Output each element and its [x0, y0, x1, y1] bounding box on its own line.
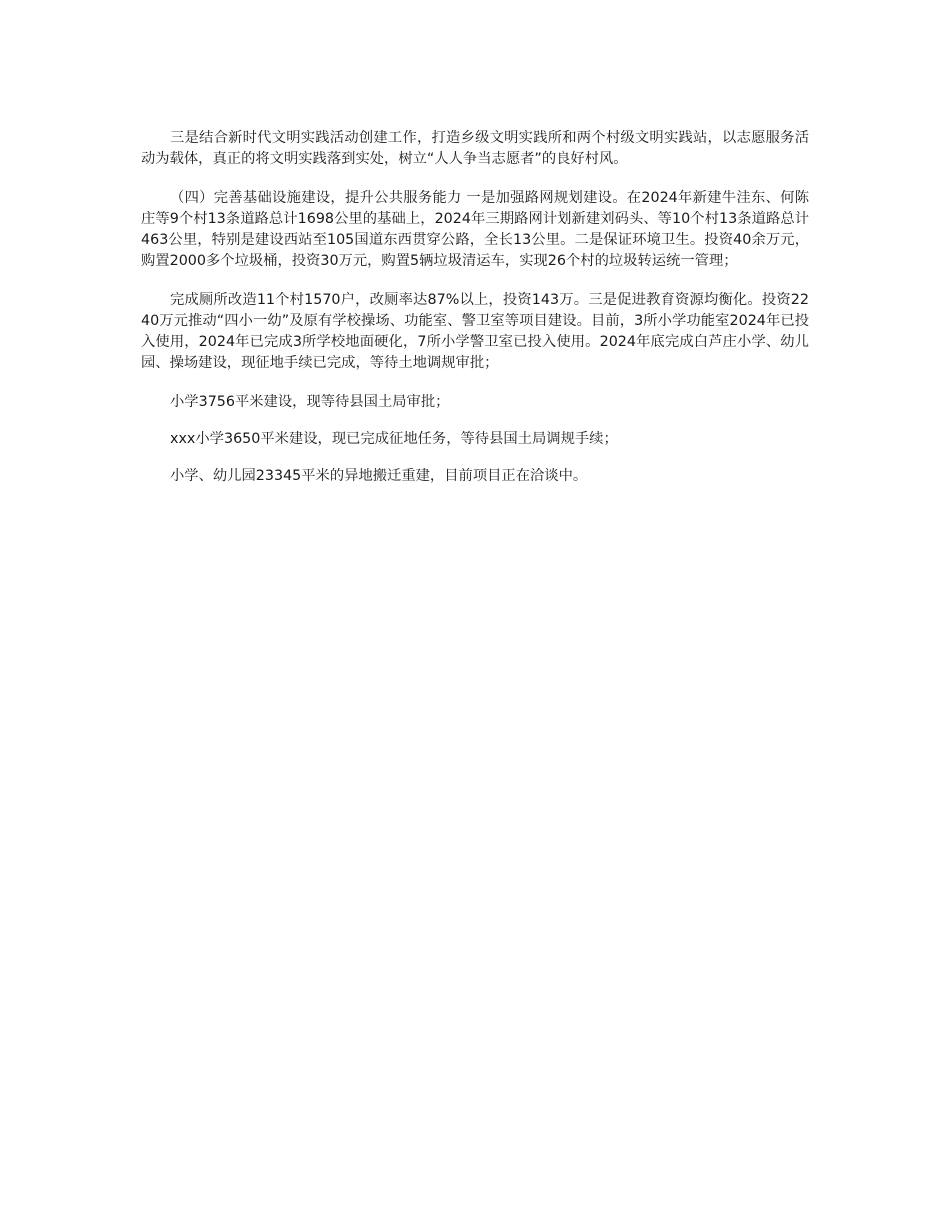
- document-page: [141, 128, 809, 503]
- paragraph-infrastructure: （四）完善基础设施建设，提升公共服务能力 一是加强路网规划建设。在2024年新建牛洼东、何陈庄等9个村13条道路总计1698公里的基础上，2024年三期路网计划新建刘码头、等10个村13条道路总计463公里，特别是建设西站至105国道东西贯穿公路，全长13公里。二是保证环境卫生。投资40余万元，购置2000多个垃圾桶，投资30万元，购置5辆垃圾清运车，实现26个村的垃圾转运统一管理；: [141, 190, 809, 269]
- paragraph-civilization-practice: 三是结合新时代文明实践活动创建工作，打造乡级文明实践所和两个村级文明实践站，以志愿服务活动为载体，真正的将文明实践落到实处，树立“人人争当志愿者”的良好村风。: [141, 130, 809, 167]
- paragraph-school-3650: xxx小学3650平米建设，现已完成征地任务，等待县国土局调规手续；: [170, 431, 618, 447]
- paragraph-relocation: 小学、幼儿园23345平米的异地搬迁重建，目前项目正在洽谈中。: [170, 468, 588, 484]
- paragraph-sanitation-education: 完成厕所改造11个村1570户，改厕率达87%以上，投资143万。三是促进教育资源均衡化。投资2240万元推动“四小一幼”及原有学校操场、功能室、警卫室等项目建设。目前，3所小学功能室2024年已投入使用，2024年已完成3所学校地面硬化，7所小学警卫室已投入使用。2024年底完成白芦庄小学、幼儿园、操场建设，现征地手续已完成，等待土地调规审批；: [141, 292, 809, 371]
- paragraph-school-3756: 小学3756平米建设，现等待县国土局审批；: [170, 394, 450, 410]
